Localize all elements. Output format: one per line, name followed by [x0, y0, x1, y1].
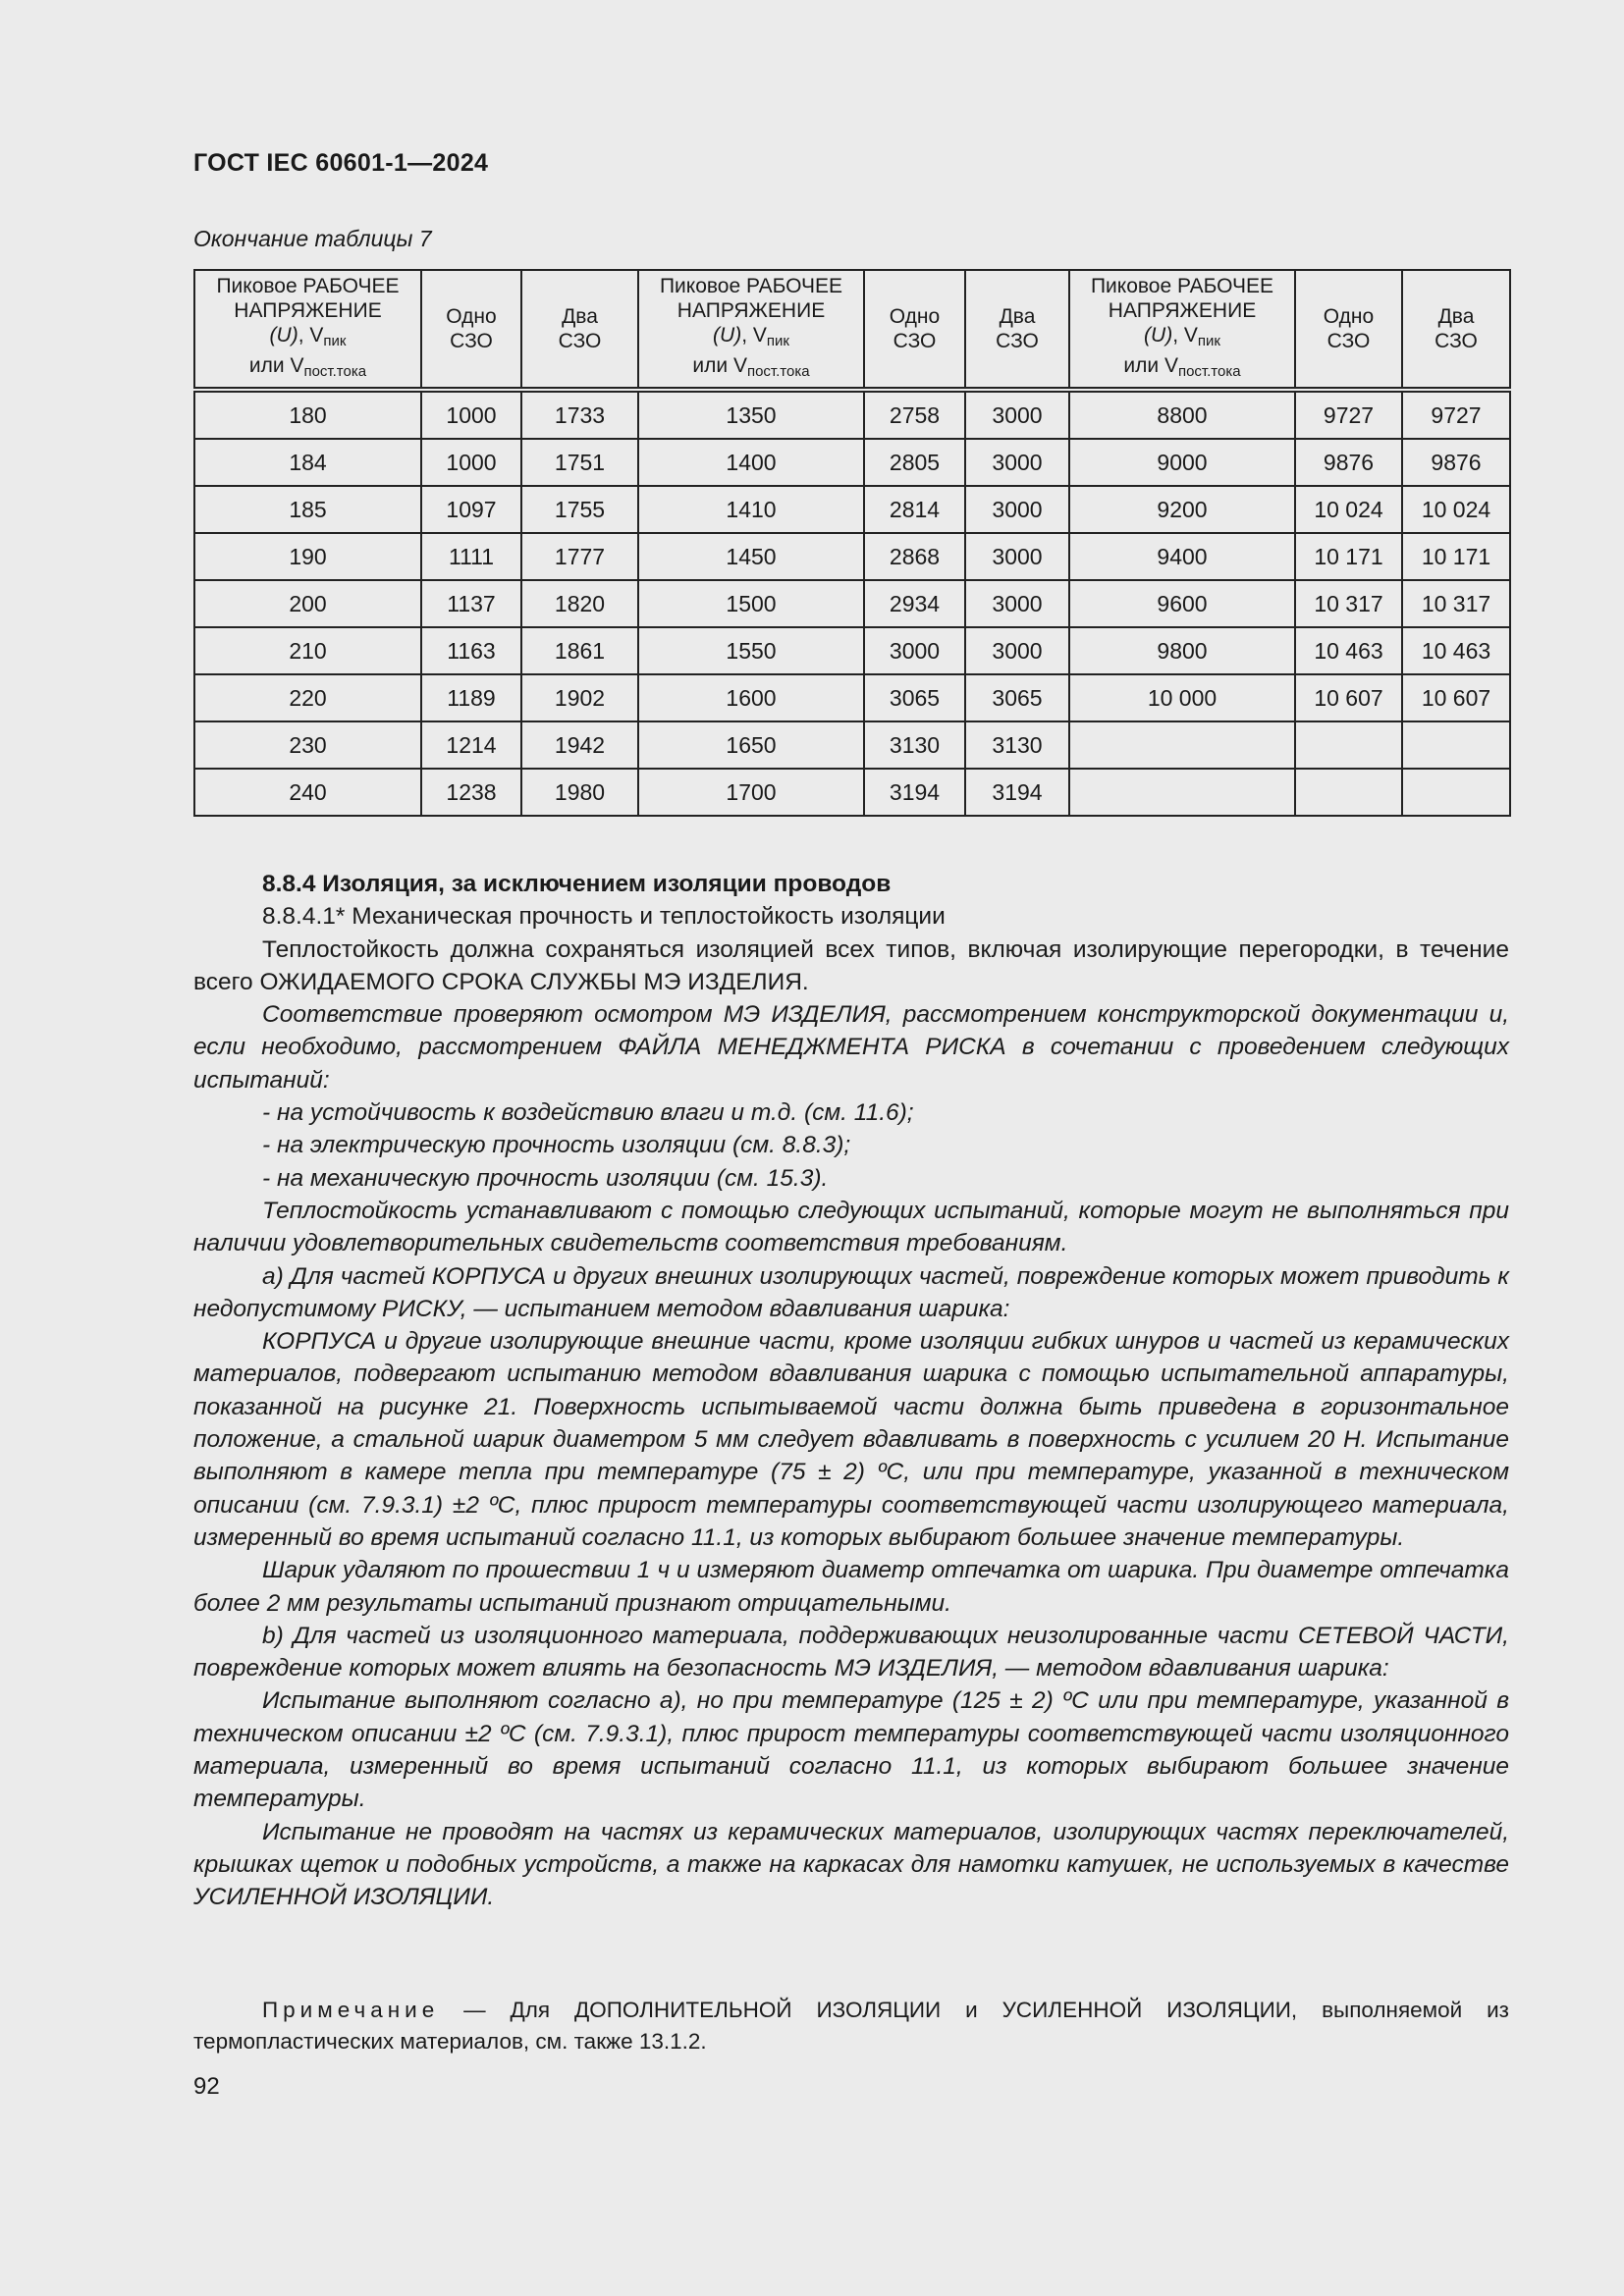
subsection-heading: 8.8.4.1* Механическая прочность и теплостойкость изоляции	[262, 903, 946, 931]
header-two-szo	[521, 270, 638, 390]
table-cell	[1402, 769, 1510, 816]
table-cell: 1238	[421, 769, 521, 816]
table-cell	[1069, 769, 1295, 816]
table-cell: 2868	[864, 533, 965, 580]
table-cell: 1450	[638, 533, 864, 580]
table-cell: 9400	[1069, 533, 1295, 580]
header-peak-line2: НАПРЯЖЕНИЕ	[1108, 299, 1257, 322]
header-peak-voltage	[194, 270, 421, 390]
table-cell: 3130	[864, 721, 965, 769]
table-cell: 10 317	[1295, 580, 1402, 627]
header-peak-voltage	[638, 270, 864, 390]
table-cell: 10 171	[1295, 533, 1402, 580]
table-cell: 1600	[638, 674, 864, 721]
table-cell: 3130	[965, 721, 1069, 769]
header-peak-line4	[1070, 353, 1294, 384]
header-peak-line2: НАПРЯЖЕНИЕ	[234, 299, 382, 322]
header-peak-or: или V	[248, 354, 304, 377]
document-header-title: ГОСТ IEC 60601-1—2024	[193, 149, 489, 177]
table-cell: 3000	[965, 390, 1069, 439]
body-text	[193, 868, 1509, 1914]
table-cell: 1000	[421, 439, 521, 486]
section-heading: 8.8.4 Изоляция, за исключением изоляции проводов	[262, 871, 892, 897]
table-cell: 1500	[638, 580, 864, 627]
table-cell: 185	[194, 486, 421, 533]
header-one-line2: СЗО	[450, 330, 493, 352]
table-cell: 3065	[965, 674, 1069, 721]
table-cell: 9876	[1295, 439, 1402, 486]
table-cell: 1733	[521, 390, 638, 439]
table-cell: 1777	[521, 533, 638, 580]
table-cell: 1942	[521, 721, 638, 769]
table-cell: 1861	[521, 627, 638, 674]
table-cell: 1400	[638, 439, 864, 486]
header-peak-v: , V	[741, 324, 767, 347]
table-row	[194, 721, 1510, 769]
table-cell: 190	[194, 533, 421, 580]
table-cell: 9200	[1069, 486, 1295, 533]
table-cell: 1902	[521, 674, 638, 721]
table-cell: 10 463	[1402, 627, 1510, 674]
table-cell: 9600	[1069, 580, 1295, 627]
header-two-line2: СЗО	[1435, 330, 1478, 352]
header-peak-line1: Пиковое РАБОЧЕЕ	[1090, 275, 1274, 297]
table-cell: 2805	[864, 439, 965, 486]
table-cell: 1350	[638, 390, 864, 439]
table-cell: 240	[194, 769, 421, 816]
header-peak-or: или V	[692, 354, 747, 377]
header-peak-line4	[195, 353, 420, 384]
table-cell: 1189	[421, 674, 521, 721]
header-peak-voltage	[1069, 270, 1295, 390]
table-caption: Окончание таблицы 7	[193, 226, 432, 251]
table-cell: 210	[194, 627, 421, 674]
table-cell: 3000	[864, 627, 965, 674]
header-two-line1: Два	[562, 305, 598, 328]
paragraph: b) Для частей из изоляционного материала, поддерживающих неизолированные части СЕТЕВОЙ ЧАСТИ, повреждение которых может влиять на безопасность МЭ ИЗДЕЛИЯ, — методом вдавливания шарика:	[193, 1622, 1509, 1682]
table-cell: 1755	[521, 486, 638, 533]
paragraph: Соответствие проверяют осмотром МЭ ИЗДЕЛИЯ, рассмотрением конструкторской документации и, если необходимо, рассмотрением ФАЙЛА МЕНЕДЖМЕНТА РИСКА в сочетании с проведением следующих испытаний:	[193, 1001, 1509, 1094]
table-cell: 3194	[965, 769, 1069, 816]
table-cell: 2814	[864, 486, 965, 533]
header-peak-v-sub: пик	[766, 333, 789, 349]
paragraph: Испытание выполняют согласно а), но при температуре (125 ± 2) ºС или при температуре, указанной в техническом описании ±2 ºС (см. 7.9.3.1), плюс прирост температуры соответствующей части изоляционного материала, измеренный во время испытаний согласно 11.1, из которых выбирают большее значение температуры.	[193, 1687, 1509, 1813]
table-cell: 9000	[1069, 439, 1295, 486]
header-one-line1: Одно	[1323, 305, 1375, 328]
table-row	[194, 533, 1510, 580]
table-cell: 3065	[864, 674, 965, 721]
header-peak-line1: Пиковое РАБОЧЕЕ	[659, 275, 843, 297]
header-one-szo	[1295, 270, 1402, 390]
header-peak-line3	[195, 323, 420, 353]
table-cell: 10 607	[1295, 674, 1402, 721]
table-cell: 9727	[1295, 390, 1402, 439]
list-item: - на механическую прочность изоляции (см. 15.3).	[262, 1164, 829, 1192]
table-cell: 1000	[421, 390, 521, 439]
table-cell: 10 024	[1402, 486, 1510, 533]
header-peak-or-sub: пост.тока	[303, 363, 367, 380]
table-cell	[1402, 721, 1510, 769]
page-number: 92	[193, 2073, 220, 2100]
table-cell: 2758	[864, 390, 965, 439]
header-peak-v-sub: пик	[1197, 333, 1220, 349]
table-cell: 1650	[638, 721, 864, 769]
table-cell: 3000	[965, 486, 1069, 533]
header-two-line1: Два	[999, 305, 1036, 328]
header-one-szo	[864, 270, 965, 390]
table-cell: 1214	[421, 721, 521, 769]
header-peak-u: (U)	[713, 324, 742, 347]
table-cell: 220	[194, 674, 421, 721]
header-peak-or-sub: пост.тока	[1177, 363, 1241, 380]
header-peak-v: , V	[298, 324, 324, 347]
table-row	[194, 486, 1510, 533]
header-one-line1: Одно	[446, 305, 497, 328]
table-cell: 3000	[965, 533, 1069, 580]
table-cell: 184	[194, 439, 421, 486]
table-cell: 1097	[421, 486, 521, 533]
table-cell: 1751	[521, 439, 638, 486]
header-peak-or: или V	[1123, 354, 1178, 377]
header-peak-line3	[1070, 323, 1294, 353]
table-cell: 10 607	[1402, 674, 1510, 721]
table-cell: 180	[194, 390, 421, 439]
header-peak-v-sub: пик	[323, 333, 347, 349]
paragraph: КОРПУСА и другие изолирующие внешние части, кроме изоляции гибких шнуров и частей из керамических материалов, подвергают испытанию методом вдавливания шарика с помощью испытательной аппаратуры, показанной на рисунке 21. Поверхность испытываемой части должна быть приведена в горизонтальное положение, а стальной шарик диаметром 5 мм следует вдавливать в поверхность с усилием 20 Н. Испытание выполняют в камере тепла при температуре (75 ± 2) ºС, или при температуре, указанной в техническом описании (см. 7.9.3.1) ±2 ºС, плюс прирост температуры соответствующей части изолирующего материала, измеренный во время испытаний согласно 11.1, из которых выбирают большее значение температуры.	[193, 1328, 1509, 1551]
table-row	[194, 627, 1510, 674]
table-header-row	[194, 270, 1510, 390]
list-item: - на устойчивость к воздействию влаги и т.д. (см. 11.6);	[262, 1099, 914, 1127]
table-row	[194, 439, 1510, 486]
table-cell: 1137	[421, 580, 521, 627]
header-peak-u: (U)	[1144, 324, 1173, 347]
header-one-line2: СЗО	[893, 330, 937, 352]
table-cell	[1295, 721, 1402, 769]
table-row	[194, 390, 1510, 439]
note	[193, 1995, 1509, 2057]
table-cell: 1980	[521, 769, 638, 816]
header-two-szo	[965, 270, 1069, 390]
paragraph: Теплостойкость должна сохраняться изоляцией всех типов, включая изолирующие перегородки, в течение всего ОЖИДАЕМОГО СРОКА СЛУЖБЫ МЭ ИЗДЕЛИЯ.	[193, 935, 1509, 995]
table-cell: 10 317	[1402, 580, 1510, 627]
table-cell: 10 024	[1295, 486, 1402, 533]
header-one-line2: СЗО	[1326, 330, 1371, 352]
header-two-szo	[1402, 270, 1510, 390]
header-peak-or-sub: пост.тока	[746, 363, 810, 380]
header-two-line1: Два	[1437, 305, 1475, 328]
table-cell: 3000	[965, 580, 1069, 627]
table-cell	[1069, 721, 1295, 769]
header-two-line2: СЗО	[996, 330, 1039, 352]
table-row	[194, 580, 1510, 627]
header-peak-line2: НАПРЯЖЕНИЕ	[677, 299, 826, 322]
table-row	[194, 769, 1510, 816]
table-cell: 1163	[421, 627, 521, 674]
table-cell: 10 171	[1402, 533, 1510, 580]
table-cell: 1550	[638, 627, 864, 674]
header-peak-line4	[639, 353, 863, 384]
note-text: — Для ДОПОЛНИТЕЛЬНОЙ ИЗОЛЯЦИИ и УСИЛЕННОЙ ИЗОЛЯЦИИ, выполняемой из термопластических материалов, см. также 13.1.2.	[193, 1998, 1509, 2054]
paragraph: a) Для частей КОРПУСА и других внешних изолирующих частей, повреждение которых может приводить к недопустимому РИСКУ, — испытанием методом вдавливания шарика:	[193, 1262, 1509, 1322]
table-row	[194, 674, 1510, 721]
table-cell: 8800	[1069, 390, 1295, 439]
table-cell: 1820	[521, 580, 638, 627]
header-peak-v: , V	[1172, 324, 1198, 347]
table-cell: 9727	[1402, 390, 1510, 439]
table-cell: 1111	[421, 533, 521, 580]
table-cell	[1295, 769, 1402, 816]
table-cell: 1410	[638, 486, 864, 533]
table-cell: 10 463	[1295, 627, 1402, 674]
header-one-line1: Одно	[889, 305, 941, 328]
note-label: Примечание	[262, 1998, 440, 2022]
table-cell: 200	[194, 580, 421, 627]
table-cell: 2934	[864, 580, 965, 627]
table-cell: 9800	[1069, 627, 1295, 674]
header-one-szo	[421, 270, 521, 390]
table-cell: 3000	[965, 627, 1069, 674]
header-two-line2: СЗО	[558, 330, 602, 352]
paragraph: Испытание не проводят на частях из керамических материалов, изолирующих частях переключателей, крышках щеток и подобных устройств, а также на каркасах для намотки катушек, не используемых в качестве УСИЛЕННОЙ ИЗОЛЯЦИИ.	[193, 1818, 1509, 1911]
table-cell: 3000	[965, 439, 1069, 486]
table-cell: 3194	[864, 769, 965, 816]
table-cell: 9876	[1402, 439, 1510, 486]
header-peak-u: (U)	[269, 324, 298, 347]
header-peak-line3	[639, 323, 863, 353]
table-cell: 1700	[638, 769, 864, 816]
table-cell: 230	[194, 721, 421, 769]
voltage-table	[193, 269, 1511, 817]
table-cell: 10 000	[1069, 674, 1295, 721]
header-peak-line1: Пиковое РАБОЧЕЕ	[216, 275, 400, 297]
paragraph: Шарик удаляют по прошествии 1 ч и измеряют диаметр отпечатка от шарика. При диаметре отпечатка более 2 мм результаты испытаний признают отрицательными.	[193, 1557, 1509, 1617]
paragraph: Теплостойкость устанавливают с помощью следующих испытаний, которые могут не выполняться при наличии удовлетворительных свидетельств соответствия требованиям.	[193, 1197, 1509, 1257]
list-item: - на электрическую прочность изоляции (см. 8.8.3);	[262, 1132, 851, 1159]
